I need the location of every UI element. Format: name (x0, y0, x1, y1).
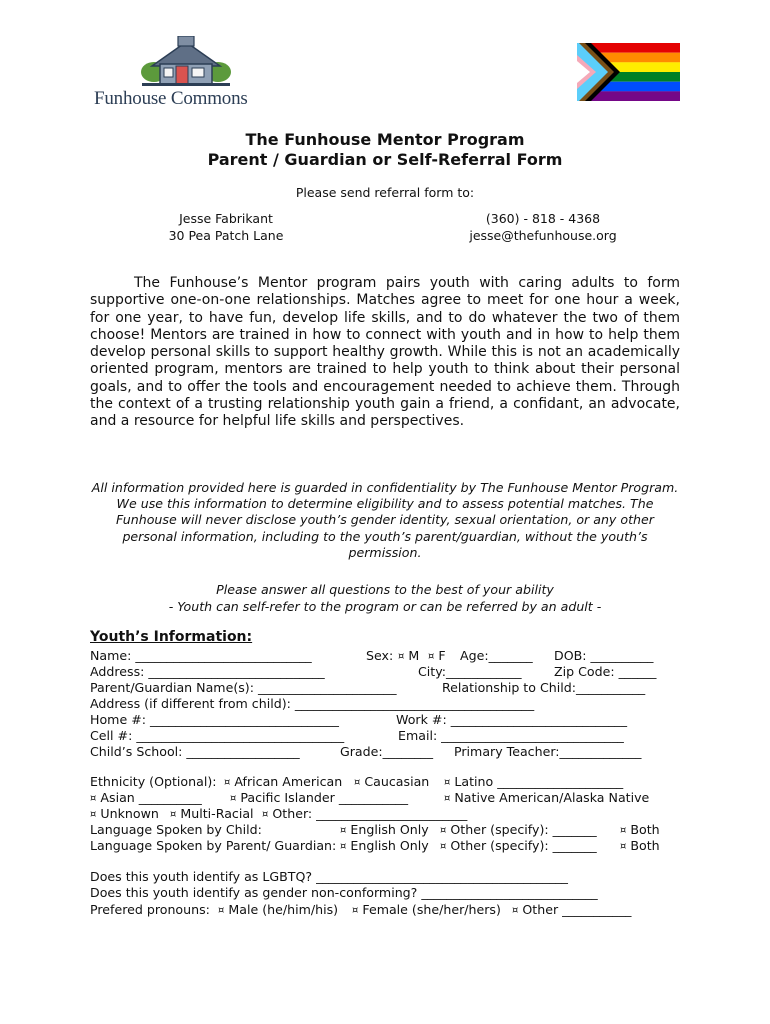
checkbox-icon: ¤ (224, 777, 231, 788)
ethnicity-other[interactable] (262, 806, 467, 822)
checkbox-icon: ¤ (340, 841, 347, 852)
pronoun-other-label: Other ___________ (522, 902, 632, 917)
row-lgbtq (90, 869, 670, 885)
sex-f-checkbox[interactable] (428, 648, 446, 664)
asian-label: Asian __________ (100, 790, 202, 805)
ethnicity-label: Ethnicity (Optional): (90, 774, 217, 789)
checkbox-icon: ¤ (444, 777, 451, 788)
row-ethnicity-2 (90, 790, 670, 806)
checkbox-icon: ¤ (230, 793, 237, 804)
checkbox-icon: ¤ (398, 651, 405, 662)
checkbox-icon: ¤ (428, 651, 435, 662)
checkbox-icon: ¤ (444, 793, 451, 804)
parent-both-languages[interactable] (620, 838, 660, 854)
parent-other-language[interactable] (440, 838, 597, 854)
native-american-label: Native American/Alaska Native (454, 790, 650, 805)
female-label: Female (she/her/hers) (362, 902, 501, 917)
address-field[interactable]: Address: ____________________________ (90, 664, 325, 679)
house-logo-icon (140, 36, 232, 88)
pronoun-female[interactable] (352, 902, 501, 918)
both-label: Both (630, 838, 660, 853)
child-other-language[interactable] (440, 822, 597, 838)
name-field[interactable]: Name: ____________________________ (90, 648, 312, 663)
contact-street: 30 Pea Patch Lane (168, 228, 284, 243)
pronouns-label: Prefered pronouns: (90, 902, 210, 917)
dob-field[interactable]: DOB: __________ (554, 648, 654, 663)
instructions-line-2: - Youth can self-refer to the program or can be referred by an adult - (168, 598, 602, 614)
age-field[interactable]: Age:_______ (460, 648, 533, 663)
ethnicity-multi-racial[interactable] (170, 806, 254, 822)
both-label: Both (630, 822, 660, 837)
male-label: Male (he/him/his) (228, 902, 339, 917)
latino-label: Latino ____________________ (454, 774, 624, 789)
ethnicity-latino[interactable] (444, 774, 623, 790)
send-to-label: Please send referral form to: (295, 185, 475, 200)
ethnicity-pacific-islander[interactable] (230, 790, 408, 806)
parent-name-field[interactable]: Parent/Guardian Name(s): ______________________ (90, 680, 397, 695)
sex-f-label: F (438, 648, 446, 663)
teacher-field[interactable]: Primary Teacher:_____________ (454, 744, 642, 759)
english-only-label: English Only (350, 822, 429, 837)
school-field[interactable]: Child’s School: __________________ (90, 744, 300, 759)
checkbox-icon: ¤ (440, 825, 447, 836)
sex-m-checkbox[interactable] (398, 648, 419, 664)
relationship-field[interactable]: Relationship to Child:___________ (442, 680, 646, 695)
lgbtq-field[interactable]: Does this youth identify as LGBTQ? ________________________________________ (90, 869, 568, 884)
contact-phone: (360) - 818 - 4368 (485, 211, 601, 226)
row-parent (90, 680, 670, 696)
gender-nonconforming-field[interactable]: Does this youth identify as gender non-conforming? ____________________________ (90, 885, 598, 900)
checkbox-icon: ¤ (262, 809, 269, 820)
checkbox-icon: ¤ (340, 825, 347, 836)
ethnicity-unknown[interactable] (90, 806, 159, 822)
row-language-parent (90, 838, 670, 854)
other-language-label: Other (specify): _______ (450, 838, 597, 853)
instructions (0, 582, 770, 615)
funhouse-logo (94, 36, 278, 110)
confidentiality-notice: All information provided here is guarded in confidentiality by The Funhouse Mentor Program. We use this information to determine eligibility and to assess potential matches. The Funhouse will never disclose youth’s gender identity, sexual orientation, or any other personal information, including to the youth’s parent/guardian, without the youth’s permission. (91, 480, 679, 560)
program-description-text: The Funhouse’s Mentor program pairs youth with caring adults to form supportive one-on-one relationships. Matches agree to meet for one hour a week, for one year, to have fun, develop life skills, and to do whatever the two of them choose! Mentors are trained in how to connect with youth and in how to help them develop personal skills to support healthy growth. While this is not an academically oriented program, mentors are trained to help youth to think about their personal goals, and to offer the tools and encouragement needed to achieve them. Through the context of a trusting relationship youth gain a friend, a confidant, an advocate, and a resource for helpful life skills and perspectives. (90, 275, 680, 430)
language-parent-label: Language Spoken by Parent/ Guardian: (90, 838, 337, 853)
row-cell-email (90, 728, 670, 744)
pronoun-male[interactable] (218, 902, 338, 918)
row-phone (90, 712, 670, 728)
child-english-only[interactable] (340, 822, 429, 838)
zip-field[interactable]: Zip Code: ______ (554, 664, 657, 679)
pacific-islander-label: Pacific Islander ___________ (240, 790, 409, 805)
program-title: The Funhouse Mentor Program (245, 130, 525, 149)
contact-email: jesse@thefunhouse.org (469, 228, 617, 243)
caucasian-label: Caucasian (364, 774, 430, 789)
ethnicity-other-label: Other: ________________________ (272, 806, 468, 821)
work-phone-field[interactable]: Work #: ____________________________ (396, 712, 628, 727)
row-pronouns (90, 902, 670, 918)
checkbox-icon: ¤ (512, 905, 519, 916)
logo-wordmark: Funhouse Commons (94, 88, 248, 109)
sex-m-label: M (408, 648, 420, 663)
row-language-child (90, 822, 670, 838)
checkbox-icon: ¤ (218, 905, 225, 916)
home-phone-field[interactable]: Home #: ______________________________ (90, 712, 339, 727)
row-name (90, 648, 670, 664)
african-american-label: African American (234, 774, 343, 789)
row-school (90, 744, 670, 760)
row-address-diff (90, 696, 670, 712)
english-only-label: English Only (350, 838, 429, 853)
contact-address-block (140, 210, 312, 244)
checkbox-icon: ¤ (354, 777, 361, 788)
instructions-line-1: Please answer all questions to the best of your ability (216, 582, 554, 597)
row-gender (90, 885, 670, 901)
youth-info-heading: Youth’s Information: (90, 629, 253, 645)
language-child-label: Language Spoken by Child: (90, 822, 262, 837)
checkbox-icon: ¤ (170, 809, 177, 820)
checkbox-icon: ¤ (352, 905, 359, 916)
contact-info-block (448, 210, 638, 244)
checkbox-icon: ¤ (620, 825, 627, 836)
program-description (90, 275, 680, 431)
ethnicity-native-american[interactable] (444, 790, 649, 806)
checkbox-icon: ¤ (620, 841, 627, 852)
row-ethnicity-1 (90, 774, 670, 790)
checkbox-icon: ¤ (90, 809, 97, 820)
child-both-languages[interactable] (620, 822, 660, 838)
multi-racial-label: Multi-Racial (180, 806, 254, 821)
row-ethnicity-3 (90, 806, 670, 822)
alt-address-field[interactable]: Address (if different from child): ______________________________________ (90, 696, 535, 711)
city-field[interactable]: City:____________ (418, 664, 522, 679)
progress-pride-flag-icon (577, 43, 680, 101)
unknown-label: Unknown (100, 806, 159, 821)
sex-label: Sex: (366, 648, 394, 663)
email-field[interactable]: Email: _____________________________ (398, 728, 624, 743)
ethnicity-caucasian[interactable] (354, 774, 429, 790)
cell-phone-field[interactable]: Cell #: _________________________________ (90, 728, 345, 743)
form-title: Parent / Guardian or Self-Referral Form (207, 150, 563, 169)
ethnicity-asian[interactable] (90, 790, 202, 806)
pronoun-other[interactable] (512, 902, 631, 918)
checkbox-icon: ¤ (90, 793, 97, 804)
checkbox-icon: ¤ (440, 841, 447, 852)
row-address (90, 664, 670, 680)
grade-field[interactable]: Grade:________ (340, 744, 434, 759)
other-language-label: Other (specify): _______ (450, 822, 597, 837)
contact-name: Jesse Fabrikant (179, 211, 273, 226)
parent-english-only[interactable] (340, 838, 429, 854)
ethnicity-african-american[interactable] (224, 774, 342, 790)
